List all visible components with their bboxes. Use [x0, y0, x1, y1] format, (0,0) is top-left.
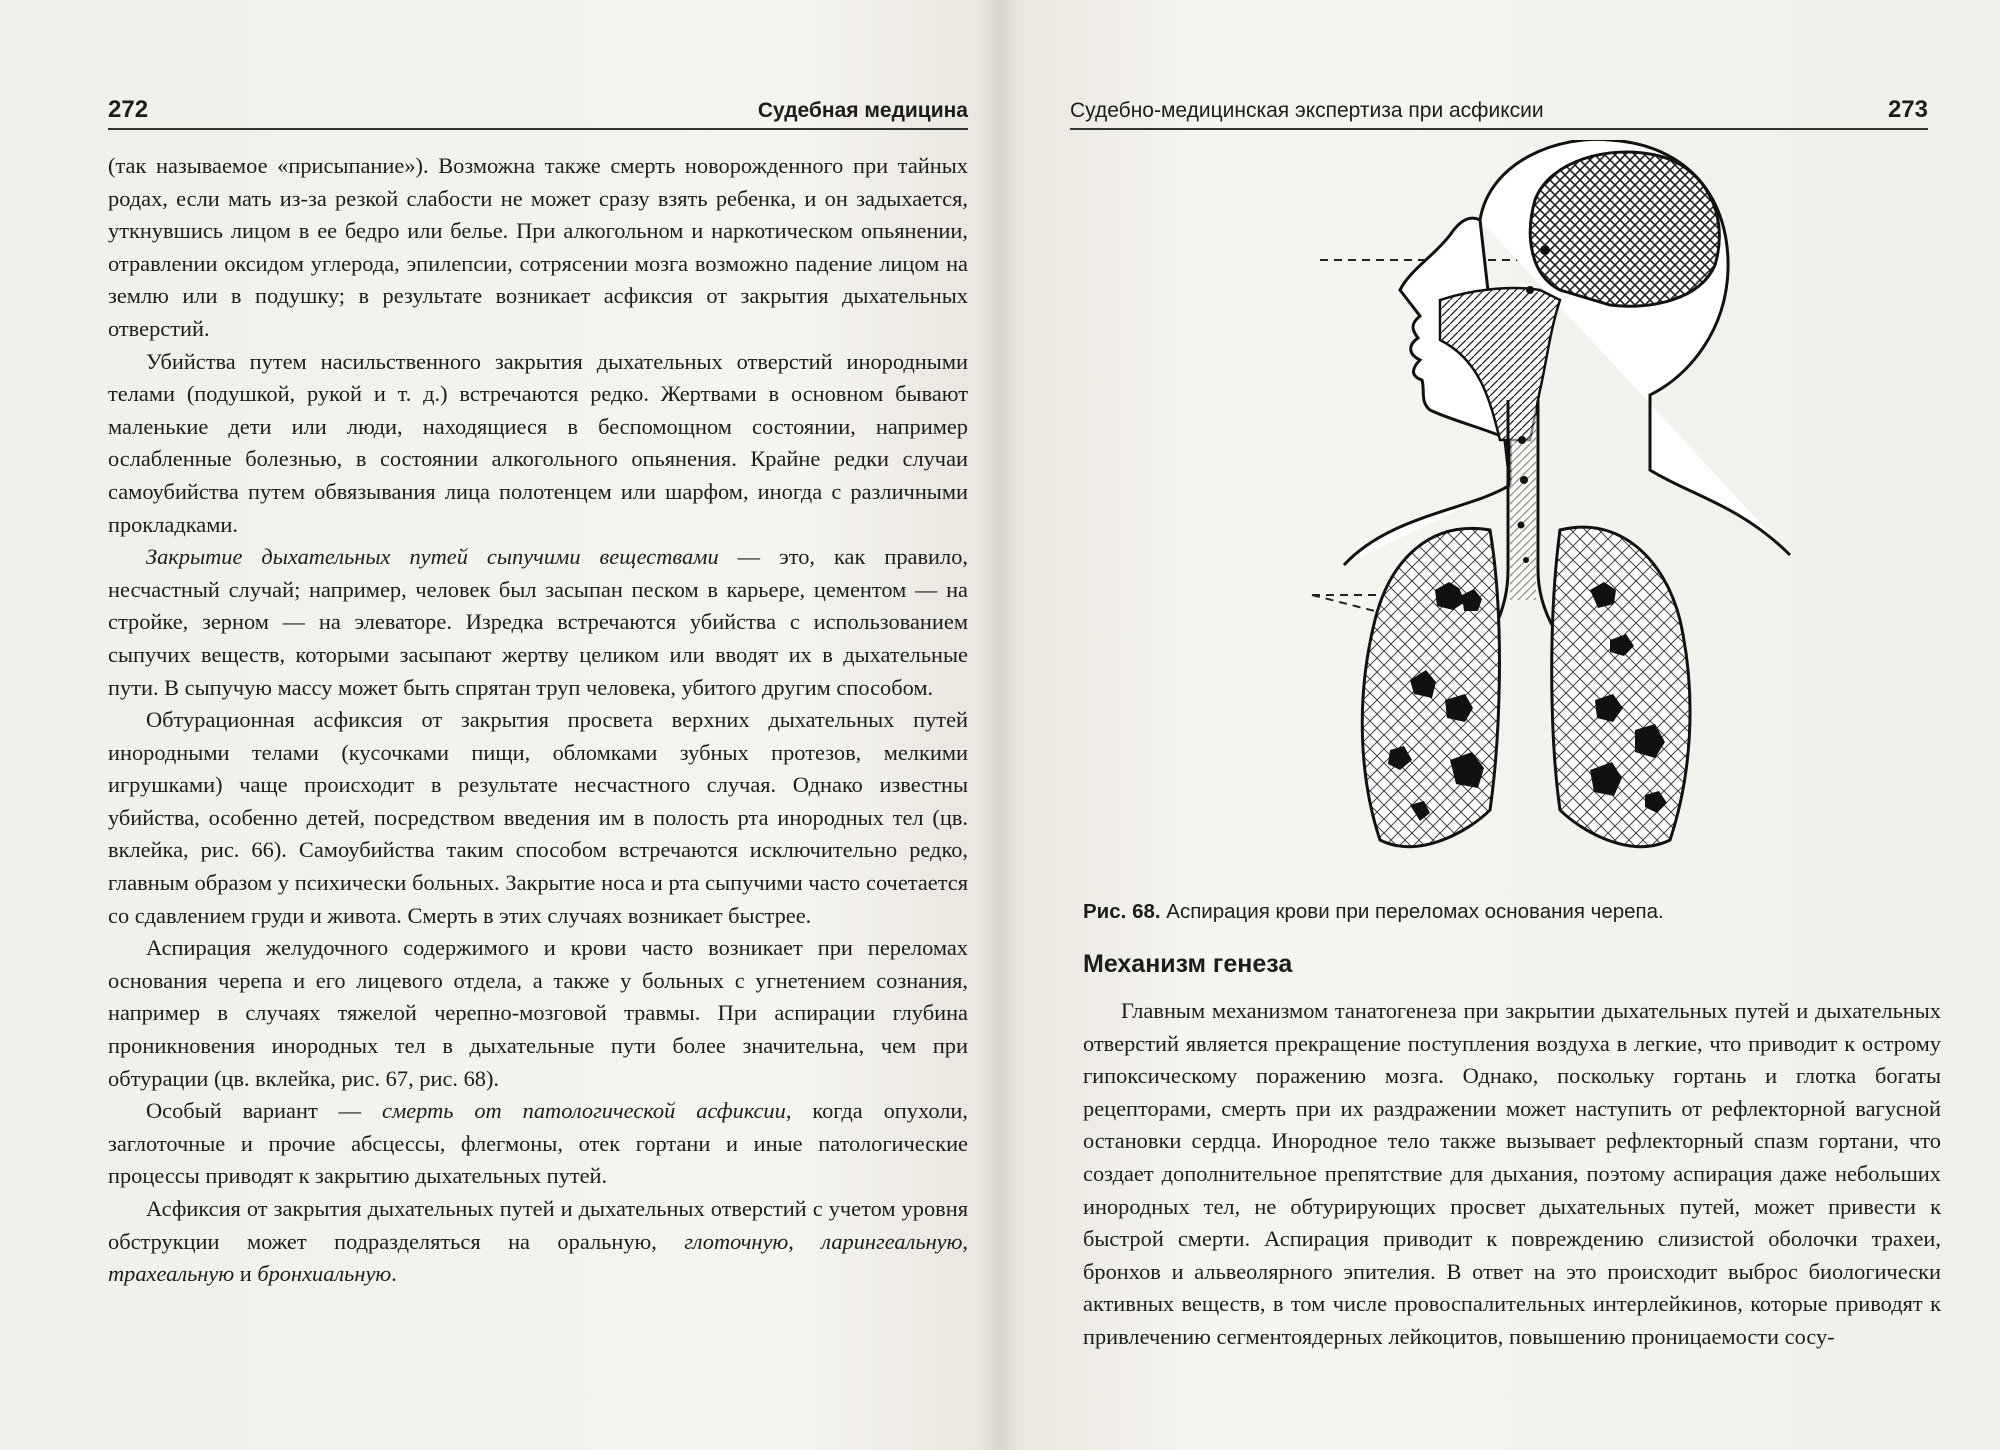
paragraph — [1083, 995, 1941, 1354]
text-run: (так называемое «присыпание»). Возможна также смерть новорожденного при тайных родах, если мать из-за резкой слабости не может сразу взять ребенка, и он задыхается, уткнувшись лицом в ее бедро или белье. При алкогольном и наркотическом опьянении, отравлении оксидом углерода, эпилепсии, сотрясении мозга возможно падение лицом на землю или в подушку; в результате возникает асфиксия от закрытия дыхательных отверстий. — [108, 153, 968, 341]
text-run: Аспирация желудочного содержимого и крови часто возникает при переломах основания черепа и его лицевого отдела, а также у больных с угнетением сознания, например в случаях тяжелой черепно-мозговой травмы. При аспирации глубина проникновения инородных тел в дыхательные пути более значительна, чем при обтурации (цв. вклейка, рис. 67, рис. 68). — [108, 935, 968, 1091]
page-number: 272 — [108, 96, 149, 123]
trachea-lumen — [1510, 400, 1536, 600]
italic-text: бронхиальную — [257, 1261, 392, 1287]
right-page-header — [1070, 92, 1928, 130]
paragraph — [108, 346, 968, 542]
brain — [1530, 152, 1719, 306]
figure-label: Рис. 68. — [1083, 900, 1161, 923]
paragraph — [108, 541, 968, 704]
left-page-header — [108, 92, 968, 130]
italic-text: смерть от патологической асфиксии — [382, 1098, 786, 1124]
left-page — [0, 0, 990, 1450]
running-head: Судебная медицина — [757, 99, 968, 122]
paragraph — [108, 1193, 968, 1291]
paragraph — [108, 932, 968, 1095]
running-head: Судебно-медицинская экспертиза при асфиксии — [1070, 99, 1544, 122]
left-page-body — [108, 150, 968, 1291]
text-run: и — [234, 1261, 258, 1287]
paragraph — [108, 704, 968, 932]
right-page — [1010, 0, 2000, 1450]
right-page-body — [1083, 995, 1941, 1354]
italic-text: Закрытие дыхательных путей сыпучими веществами — [146, 544, 719, 570]
text-run: , когда опухоли, заглоточные и прочие абсцессы, флегмоны, отек гортани и иные патологические процессы приводят к закрытию дыхательных путей. — [108, 1098, 968, 1189]
text-run: — это, как правило, несчастный случай; например, человек был засыпан песком в карьере, цементом — на стройке, зерном — на элеваторе. Изредка встречаются убийства с использованием сыпучих веществ, которыми засыпают жертву целиком или вводят их в дыхательные пути. В сыпучую массу может быть спрятан труп человека, убитого другим способом. — [108, 544, 969, 700]
text-run: . — [391, 1261, 397, 1287]
paragraph — [108, 150, 968, 346]
figure-caption-text: Аспирация крови при переломах основания черепа. — [1160, 900, 1664, 923]
section-title: Механизм генеза — [1083, 950, 1293, 978]
paragraph — [108, 1095, 968, 1193]
text-run: Убийства путем насильственного закрытия дыхательных отверстий инородными телами (подушкой, рукой и т. д.) встречаются редко. Жертвами в основном бывают маленькие дети или люди, находящиеся в беспомощном состоянии, например ослабленные болезнью, в состоянии алкогольного опьянения. Крайне редки случаи самоубийства путем обвязывания лица полотенцем или шарфом, иногда с различными прокладками. — [108, 348, 968, 537]
figure-illustration — [1090, 140, 1910, 880]
text-run: Асфиксия от закрытия дыхательных путей и дыхательных отверстий с учетом уровня обструкции может подразделяться на оральную, — [108, 1196, 968, 1254]
page-number: 273 — [1887, 96, 1928, 123]
right-lung — [1552, 527, 1690, 847]
text-run: Особый вариант — — [146, 1098, 382, 1124]
figure-caption — [1083, 900, 1943, 924]
text-run: Главным механизмом танатогенеза при закрытии дыхательных путей и дыхательных отверстий является прекращение поступления воздуха в легкие, что приводит к острому гипоксическому поражению мозга. Однако, поскольку гортань и глотка богаты рецепторами, смерть при их раздражении может наступить от рефлекторной вагусной остановки сердца. Инородное тело также вызывает рефлекторный спазм гортани, что создает дополнительное препятствие для дыхания, поэтому аспирация даже небольших инородных тел, не обтурирующих просвет дыхательных путей, может привести к быстрой смерти. Аспирация приводит к повреждению слизистой оболочки трахеи, бронхов и альвеолярного эпителия. В ответ на это происходит выброс биологически активных веществ, в том числе провоспалительных интерлейкинов, которые приводят к привлечению сегментоядерных лейкоцитов, повышению проницаемости сосу- — [1083, 998, 1941, 1349]
text-run: Обтурационная асфиксия от закрытия просвета верхних дыхательных путей инородными телами (кусочками пищи, обломками зубных протезов, мелкими игрушками) чаще происходит в результате несчастного случая. Однако известны убийства, особенно детей, посредством введения им в полость рта инородных тел (цв. вклейка, рис. 66). Самоубийства таким способом встречаются исключительно редко, главным образом у психически больных. Закрытие носа и рта сыпучими часто сочетается со сдавлением груди и живота. Смерть в этих случаях возникает быстрее. — [108, 707, 968, 928]
italic-text: глоточную, ларингеальную, трахеальную — [108, 1228, 968, 1287]
